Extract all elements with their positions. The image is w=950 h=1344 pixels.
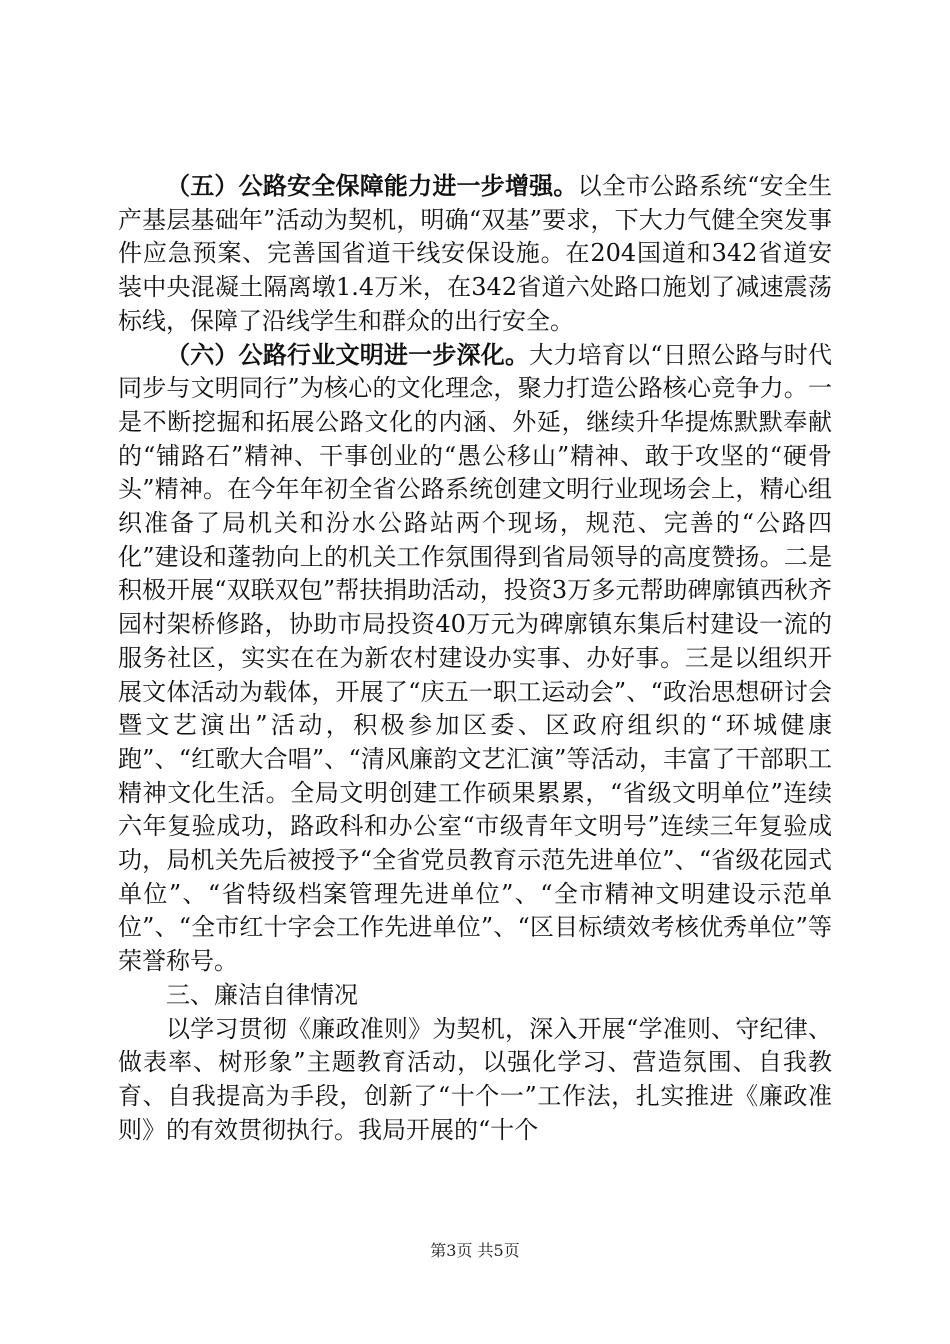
paragraph-section-five (118, 170, 832, 339)
paragraph-section-six (118, 339, 832, 979)
section-five-lead: （五）公路安全保障能力进一步增强。 (166, 172, 578, 200)
document-body (118, 170, 832, 1147)
section-five-text: 以全市公路系统“安全生产基层基础年”活动为契机，明确“双基”要求，下大力气健全突发事件应急预案、完善国省道干线安保设施。在204国道和342省道安装中央混凝土隔离墩1.4万米，在342省道六处路口施划了减速震荡标线，保障了沿线学生和群众的出行安全。 (118, 172, 832, 335)
section-six-lead: （六）公路行业文明进一步深化。 (166, 340, 530, 369)
page-footer: 第3页 共5页 (430, 1241, 520, 1260)
section-six-text: 大力培育以“日照公路与时代同步与文明同行”为核心的文化理念，聚力打造公路核心竞争力。一是不断挖掘和拓展公路文化的内涵、外延，继续升华提炼默默奉献的“铺路石”精神、干事创业的“愚公移山”精神、敢于攻坚的“硬骨头”精神。在今年年初全省公路系统创建文明行业现场会上，精心组织准备了局机关和汾水公路站两个现场，规范、完善的“公路四化”建设和蓬勃向上的机关工作氛围得到省局领导的高度赞扬。二是积极开展“双联双包”帮扶捐助活动，投资3万多元帮助碑廓镇西秋齐园村架桥修路，协助市局投资40万元为碑廓镇东集后村建设一流的服务社区，实实在在为新农村建设办实事、办好事。三是以组织开展文体活动为载体，开展了“庆五一职工运动会”、“政治思想研讨会暨文艺演出”活动，积极参加区委、区政府组织的“环城健康跑”、“红歌大合唱”、“清风廉韵文艺汇演”等活动，丰富了干部职工精神文化生活。全局文明创建工作硕果累累，“省级文明单位”连续六年复验成功，路政科和办公室“市级青年文明号”连续三年复验成功，局机关先后被授予“全省党员教育示范先进单位”、“省级花园式单位”、“省特级档案管理先进单位”、“全市精神文明建设示范单位”、“全市红十字会工作先进单位”、“区目标绩效考核优秀单位”等荣誉称号。 (118, 340, 832, 976)
section-heading: 三、廉洁自律情况 (166, 980, 358, 1009)
closing-paragraph: 以学习贯彻《廉政准则》为契机，深入开展“学准则、守纪律、做表率、树形象”主题教育活动，以强化学习、营造氛围、自我教育、自我提高为手段，创新了“十个一”工作法，扎实推进《廉政准则》的有效贯彻执行。我局开展的“十个 (118, 1014, 832, 1144)
